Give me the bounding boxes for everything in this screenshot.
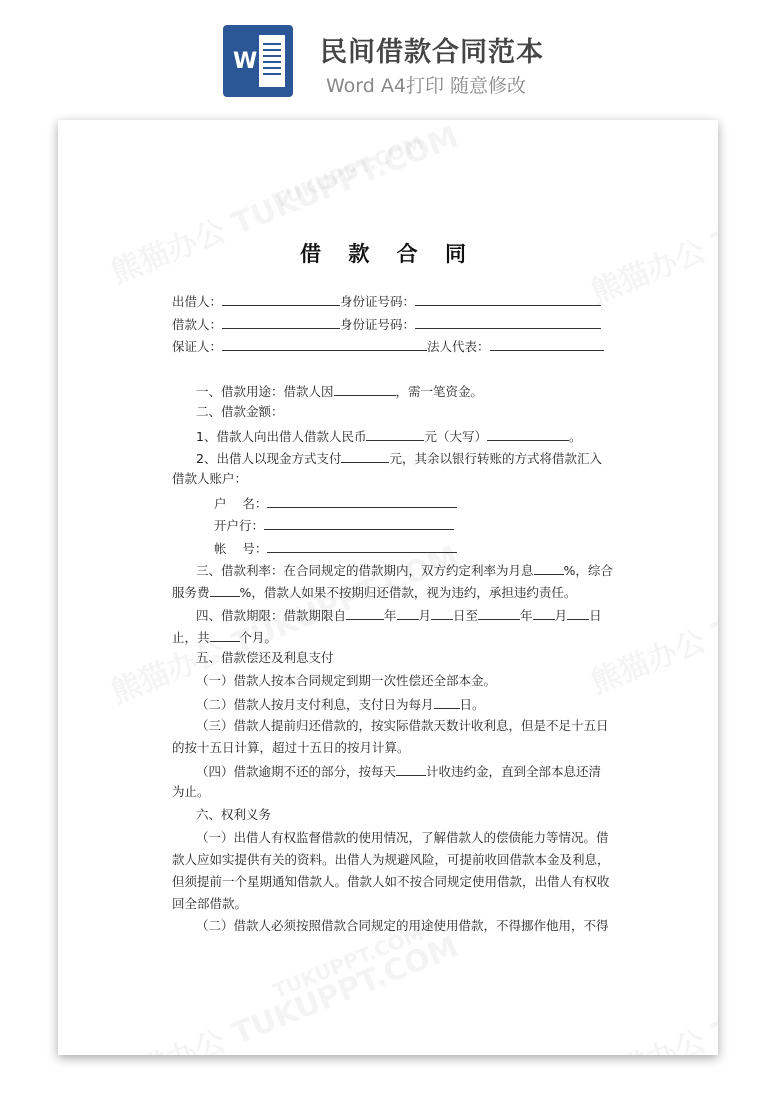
service-fee-field[interactable] [210,583,240,597]
section-6-1-cont: 但须提前一个星期通知借款人。借款人如不按合同规定使用借款，出借人有权收 [172,874,610,889]
section-3: 三、借款利率：在合同规定的借款期内，双方约定利率为月息 %，综合 [196,563,613,578]
watermark [103,922,463,1055]
section-6-1: （一）出借人有权监督借款的使用情况，了解借款人的偿债能力等情况。借 [196,830,609,845]
account-bank-field[interactable] [264,516,454,530]
section-6: 六、权利义务 [196,807,272,822]
start-day-field[interactable] [431,606,453,620]
account-name-row: 户 名： [214,494,457,512]
watermark-url [269,131,427,213]
borrower-field[interactable] [222,315,340,329]
section-4-cont: 止，共 个月。 [172,630,278,645]
section-5-3-cont: 的按十五日计算，超过十五日的按月计算。 [172,740,410,755]
borrower-row: 借款人： 身份证号码： [172,315,601,333]
header-title: 民间借款合同范本 [320,37,544,68]
section-4: 四、借款期限：借款期限自 年 月 日至 年 月 日 [196,608,602,623]
section-5-1: （一）借款人按本合同规定到期一次性偿还全部本金。 [196,673,497,688]
watermark [583,922,718,1055]
guarantor-field[interactable] [222,337,427,351]
account-name-field[interactable] [267,494,457,508]
document-title: 借 款 合 同 [300,242,476,266]
borrower-id-field[interactable] [415,315,601,329]
lender-row: 出借人： 身份证号码： [172,292,601,310]
account-bank-row: 开户行： [214,516,454,534]
section-3-cont: 服务费 %，借款人如果不按期归还借款，视为违约，承担违约责任。 [172,585,577,600]
section-5-3: （三）借款人提前归还借款的，按实际借款天数计收利息，但是不足十五日 [196,718,609,733]
end-month-field[interactable] [533,606,555,620]
amount-field[interactable] [366,427,424,441]
lender-id-field[interactable] [415,292,601,306]
account-number-field[interactable] [267,539,457,553]
section-1: 一、借款用途：借款人因 ，需一笔资金。 [196,384,484,399]
penalty-field[interactable] [396,762,426,776]
section-2-2-cont: 借款人账户： [172,471,248,486]
section-5-2: （二）借款人按月支付利息，支付日为每月 日。 [196,697,485,712]
section-2-1: 1、借款人向出借人借款人民币 元（大写） 。 [196,429,582,444]
section-5-4-cont: 为止。 [172,784,210,799]
end-day-field[interactable] [567,606,589,620]
word-logo-letter: W [233,49,258,74]
months-field[interactable] [210,628,240,642]
section-2: 二、借款金额： [196,404,284,419]
section-6-1-cont: 款人应如实提供有关的资料。出借人为规避风险，可提前收回借款本金及利息， [172,852,610,867]
start-month-field[interactable] [397,606,419,620]
section-5-4: （四）借款逾期不还的部分，按每天 计收违约金，直到全部本息还清 [196,764,602,779]
header [0,0,774,110]
guarantor-row: 保证人： 法人代表： [172,337,604,355]
cash-amount-field[interactable] [341,449,389,463]
interest-rate-field[interactable] [534,561,564,575]
account-number-row: 帐 号： [214,539,457,557]
watermark [583,522,718,702]
purpose-field[interactable] [334,382,396,396]
section-2-2: 2、出借人以现金方式支付 元，其余以银行转账的方式将借款汇入 [196,451,602,466]
section-6-1-cont: 回全部借款。 [172,896,248,911]
document-page [58,120,718,1055]
end-year-field[interactable] [478,606,520,620]
section-5: 五、借款偿还及利息支付 [196,650,334,665]
start-year-field[interactable] [346,606,384,620]
watermark [583,132,718,312]
legal-rep-field[interactable] [490,337,604,351]
amount-words-field[interactable] [487,427,569,441]
payment-day-field[interactable] [434,695,460,709]
header-subtitle: Word A4打印 随意修改 [326,75,527,97]
lender-field[interactable] [222,292,340,306]
word-icon [223,25,293,97]
section-6-2: （二）借款人必须按照借款合同规定的用途使用借款，不得挪作他用，不得 [196,918,609,933]
